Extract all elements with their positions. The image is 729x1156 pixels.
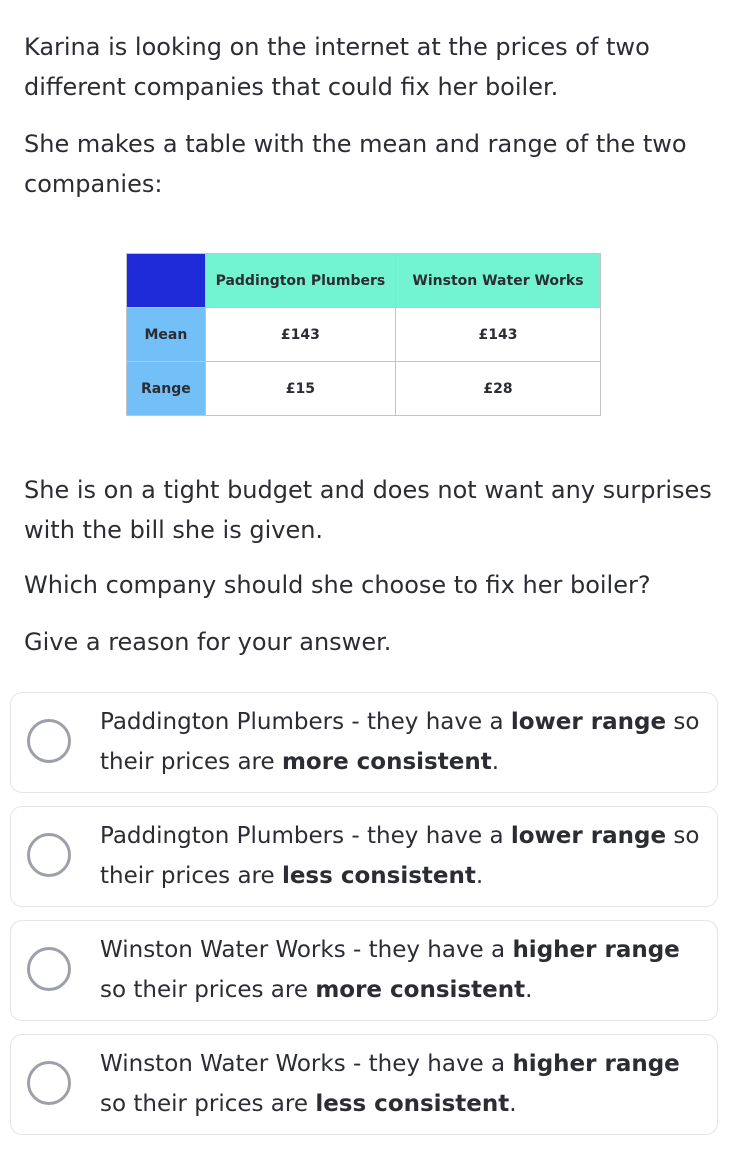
- table-cell: £143: [396, 308, 601, 362]
- option-text-part: so their prices are: [100, 709, 700, 775]
- question-prompt: Which company should she choose to fix her boiler?: [24, 571, 651, 599]
- answer-option-3[interactable]: [10, 920, 718, 1021]
- radio-circle-icon[interactable]: [27, 833, 71, 877]
- option-text-part: .: [525, 977, 533, 1003]
- answer-option-text: [100, 930, 712, 1010]
- option-text-part: .: [491, 749, 500, 775]
- answer-option-text: [100, 702, 712, 782]
- table-cell: £15: [205, 362, 395, 416]
- radio-circle-icon[interactable]: [27, 719, 71, 763]
- table-row: [127, 308, 601, 362]
- table-row-label-range: Range: [127, 362, 206, 416]
- option-text-part: so their prices are: [100, 1091, 316, 1117]
- option-text-part: Winston Water Works - they have a: [100, 1051, 513, 1077]
- answer-option-2[interactable]: [10, 806, 718, 907]
- answer-option-text: [100, 816, 712, 896]
- option-text-bold: more consistent: [315, 977, 526, 1003]
- option-text-part: Winston Water Works - they have a: [100, 937, 513, 963]
- option-text-part: .: [509, 1091, 517, 1117]
- table-row: [127, 362, 601, 416]
- option-text-bold: less consistent: [315, 1091, 510, 1117]
- option-text-part: Paddington Plumbers - they have a: [100, 709, 511, 735]
- option-text-part: so their prices are: [100, 823, 700, 889]
- option-text-bold: lower range: [510, 709, 667, 735]
- table-header-winston: Winston Water Works: [396, 254, 601, 308]
- option-text-bold: higher range: [512, 937, 680, 963]
- radio-circle-icon[interactable]: [27, 947, 71, 991]
- table-header-row: [127, 254, 601, 308]
- table-row-label-mean: Mean: [127, 308, 206, 362]
- answer-option-text: [100, 1044, 712, 1124]
- question-intro: Karina is looking on the internet at the prices of two different companies that could fix her boiler.: [24, 33, 650, 101]
- table-corner-cell: [127, 254, 206, 308]
- option-text-part: so their prices are: [100, 977, 316, 1003]
- answer-option-1[interactable]: [10, 692, 718, 793]
- question-context: She is on a tight budget and does not want any surprises with the bill she is given.: [24, 476, 712, 544]
- option-text-bold: higher range: [512, 1051, 680, 1077]
- radio-circle-icon[interactable]: [27, 1061, 71, 1105]
- option-text-part: .: [475, 863, 484, 889]
- option-text-bold: lower range: [510, 823, 667, 849]
- data-table: [126, 253, 601, 416]
- question-table-intro: She makes a table with the mean and range of the two companies:: [24, 130, 687, 198]
- table-cell: £28: [396, 362, 601, 416]
- option-text-part: Paddington Plumbers - they have a: [100, 823, 511, 849]
- answer-option-4[interactable]: [10, 1034, 718, 1135]
- table-header-paddington: Paddington Plumbers: [205, 254, 395, 308]
- option-text-bold: more consistent: [281, 749, 492, 775]
- table-cell: £143: [205, 308, 395, 362]
- option-text-bold: less consistent: [281, 863, 476, 889]
- question-instruction: Give a reason for your answer.: [24, 628, 392, 656]
